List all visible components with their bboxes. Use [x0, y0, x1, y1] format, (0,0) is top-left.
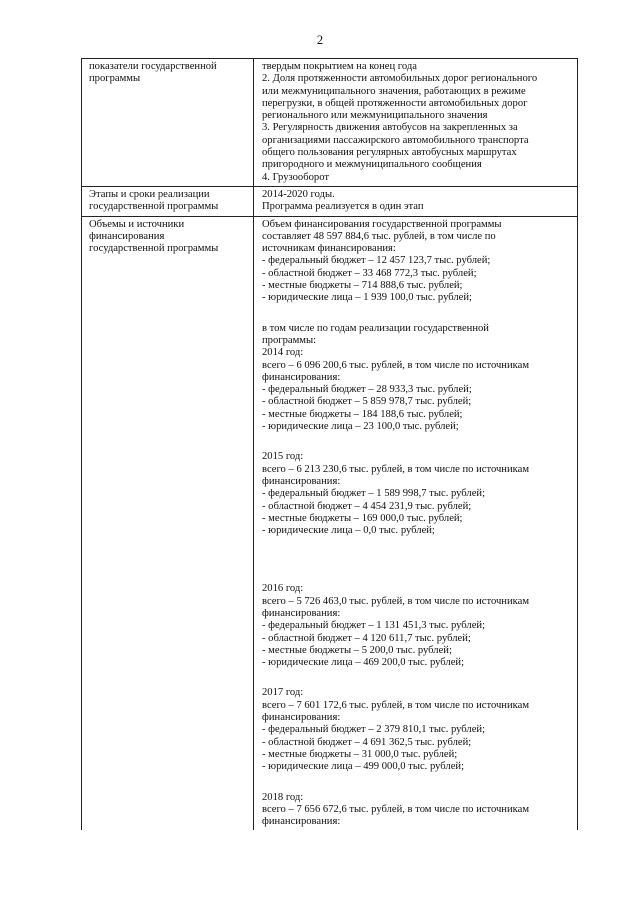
- intro-line: программы:: [262, 334, 317, 346]
- year-total-line: финансирования:: [262, 371, 341, 383]
- summary-line: - местные бюджеты – 714 888,6 тыс. рублей;: [262, 280, 463, 292]
- summary-line: - юридические лица – 1 939 100,0 тыс. рублей;: [262, 292, 472, 304]
- row-content-cell: [254, 216, 578, 830]
- content-line: твердым покрытием на конец года: [262, 61, 417, 72]
- year-heading: 2017 год:: [262, 687, 304, 699]
- page-number: 2: [316, 33, 324, 47]
- source-line: - юридические лица – 0,0 тыс. рублей;: [262, 525, 435, 537]
- source-line: - областной бюджет – 4 454 231,9 тыс. рублей;: [262, 500, 472, 512]
- content-line: организациями пассажирского автомобильного транспорта: [262, 134, 529, 146]
- year-total-line: финансирования:: [262, 607, 341, 619]
- source-line: - юридические лица – 23 100,0 тыс. рублей;: [262, 421, 459, 433]
- summary-line: - областной бюджет – 33 468 772,3 тыс. рублей;: [262, 267, 477, 279]
- summary-line: Объем финансирования государственной программы: [262, 218, 502, 230]
- year-heading: 2018 год:: [262, 791, 304, 803]
- content-line: или межмуниципального значения, работающих в режиме: [262, 85, 526, 97]
- content-line: 3. Регулярность движения автобусов на закрепленных за: [262, 122, 518, 134]
- year-heading: 2015 год:: [262, 451, 304, 463]
- year-heading: 2016 год:: [262, 583, 304, 595]
- summary-line: источникам финансирования:: [262, 243, 396, 255]
- content-line: 2. Доля протяженности автомобильных дорог регионального: [262, 73, 538, 85]
- intro-line: в том числе по годам реализации государственной: [262, 322, 489, 334]
- content-line: пригородного и межмуниципального сообщения: [262, 159, 482, 171]
- row-label-line: финансирования: [89, 230, 165, 242]
- content-line: регионального или межмуниципального значения: [262, 110, 488, 122]
- summary-line: - федеральный бюджет – 12 457 123,7 тыс. рублей;: [262, 255, 491, 267]
- row-label-line: Этапы и сроки реализации: [89, 188, 210, 200]
- content-line: 4. Грузооборот: [262, 171, 329, 183]
- source-line: - юридические лица – 469 200,0 тыс. рублей;: [262, 657, 465, 669]
- summary-line: составляет 48 597 884,6 тыс. рублей, в том числе по: [262, 230, 496, 242]
- row-label-line: государственной программы: [89, 201, 219, 213]
- year-total-line: всего – 6 096 200,6 тыс. рублей, в том числе по источникам: [262, 359, 530, 371]
- row-label-cell: [82, 59, 254, 187]
- year-total-line: всего – 7 601 172,6 тыс. рублей, в том числе по источникам: [262, 699, 530, 711]
- row-label-line: Объемы и источники: [89, 218, 185, 230]
- source-line: - местные бюджеты – 184 188,6 тыс. рублей;: [262, 408, 463, 420]
- year-total-line: финансирования:: [262, 475, 341, 487]
- row-content-cell: [254, 59, 578, 187]
- content-line: перегрузки, в общей протяженности автомобильных дорог: [262, 97, 528, 109]
- source-line: - федеральный бюджет – 1 589 998,7 тыс. рублей;: [262, 488, 486, 500]
- source-line: - местные бюджеты – 169 000,0 тыс. рублей;: [262, 512, 463, 524]
- source-line: - местные бюджеты – 31 000,0 тыс. рублей;: [262, 748, 458, 760]
- year-block-2014: [262, 347, 572, 433]
- row-content-cell: [254, 186, 578, 216]
- source-line: - областной бюджет – 4 120 611,7 тыс. рублей;: [262, 632, 471, 644]
- source-line: - областной бюджет – 5 859 978,7 тыс. рублей;: [262, 396, 472, 408]
- row-label-line: государственной программы: [89, 243, 219, 255]
- program-passport-table: [81, 58, 578, 830]
- source-line: - местные бюджеты – 5 200,0 тыс. рублей;: [262, 644, 452, 656]
- year-total-line: всего – 5 726 463,0 тыс. рублей, в том числе по источникам: [262, 595, 530, 607]
- source-line: - федеральный бюджет – 28 933,3 тыс. рублей;: [262, 384, 472, 396]
- row-label-line: программы: [89, 73, 141, 85]
- row-label-cell: [82, 216, 254, 830]
- year-block-2016: [262, 583, 572, 669]
- year-block-2015: [262, 451, 572, 537]
- source-line: - областной бюджет – 4 691 362,5 тыс. рублей;: [262, 736, 472, 748]
- year-total-line: всего – 7 656 672,6 тыс. рублей, в том числе по источникам: [262, 803, 530, 815]
- financing-summary: [262, 219, 572, 305]
- content-line: 2014-2020 годы.: [262, 188, 335, 200]
- row-label-cell: [82, 186, 254, 216]
- table-row: [82, 216, 578, 830]
- content-line: Программа реализуется в один этап: [262, 201, 424, 213]
- content-line: общего пользования регулярных автобусных маршрутах: [262, 147, 517, 159]
- year-total-line: финансирования:: [262, 712, 341, 724]
- source-line: - федеральный бюджет – 1 131 451,3 тыс. рублей;: [262, 620, 486, 632]
- year-block-2017: [262, 687, 572, 773]
- source-line: - федеральный бюджет – 2 379 810,1 тыс. рублей;: [262, 724, 486, 736]
- row-label-line: показатели государственной: [89, 61, 217, 72]
- year-block-2018: [262, 792, 572, 829]
- source-line: - юридические лица – 499 000,0 тыс. рублей;: [262, 761, 465, 773]
- table-row: [82, 186, 578, 216]
- year-total-line: всего – 6 213 230,6 тыс. рублей, в том числе по источникам: [262, 463, 530, 475]
- year-total-line: финансирования:: [262, 816, 341, 828]
- table-row: [82, 59, 578, 187]
- by-year-intro: [262, 323, 572, 348]
- year-heading: 2014 год:: [262, 347, 304, 359]
